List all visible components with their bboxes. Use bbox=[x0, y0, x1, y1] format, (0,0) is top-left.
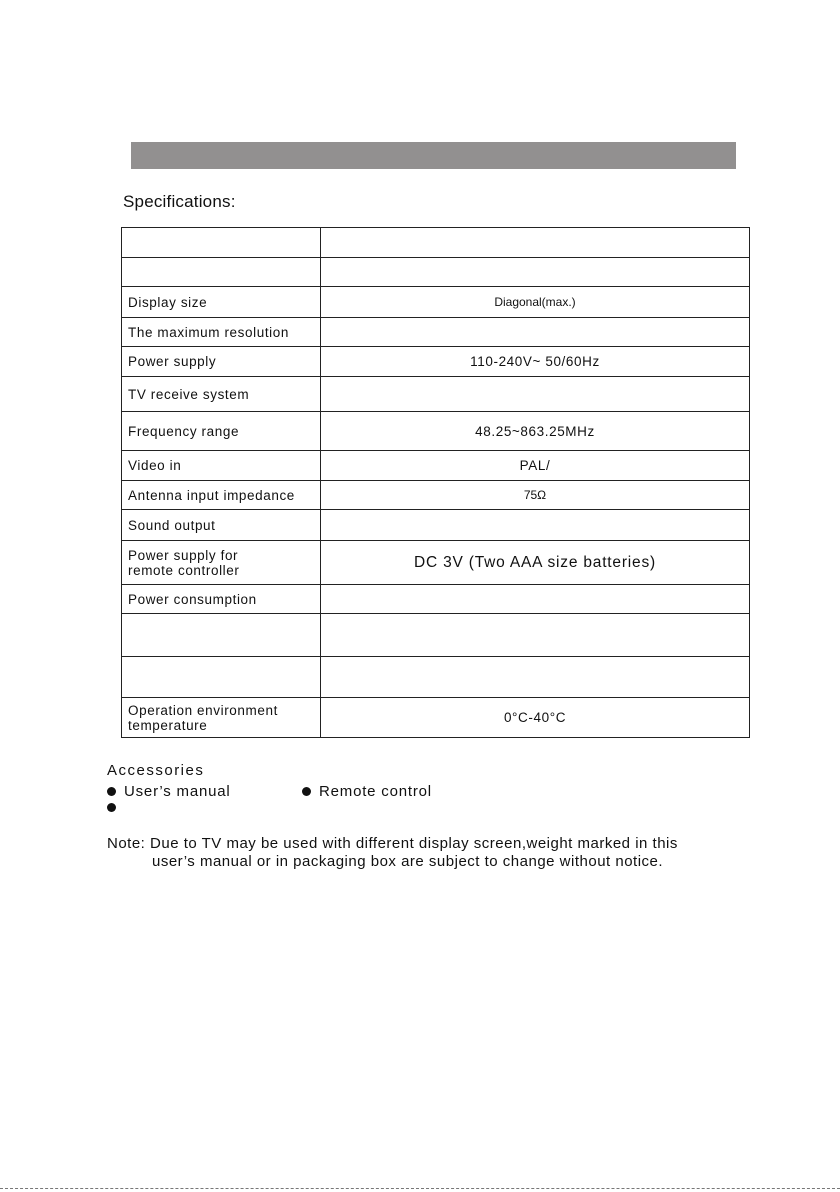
note-line: user’s manual or in packaging box are subject to change without notice. bbox=[152, 853, 664, 870]
specifications-table bbox=[121, 227, 750, 738]
spec-label bbox=[122, 228, 321, 258]
spec-label-line: Power supply for bbox=[128, 547, 239, 563]
table-row bbox=[122, 510, 750, 541]
spec-label: Sound output bbox=[122, 510, 321, 541]
spec-label: Video in bbox=[122, 451, 321, 481]
accessories-heading: Accessories bbox=[107, 762, 205, 779]
page-edge-divider bbox=[0, 1188, 840, 1189]
spec-value: 110-240V~ 50/60Hz bbox=[321, 347, 750, 377]
bullet-icon bbox=[302, 787, 311, 796]
spec-label-multiline bbox=[122, 698, 321, 738]
spec-label-line: temperature bbox=[128, 717, 208, 733]
spec-value bbox=[321, 614, 750, 657]
spec-label: Power supply bbox=[122, 347, 321, 377]
table-row bbox=[122, 614, 750, 657]
spec-value bbox=[321, 510, 750, 541]
specifications-title: Specifications: bbox=[123, 192, 236, 211]
spec-label: The maximum resolution bbox=[122, 318, 321, 347]
accessory-item bbox=[107, 783, 231, 800]
table-row bbox=[122, 412, 750, 451]
table-row bbox=[122, 228, 750, 258]
table-row bbox=[122, 541, 750, 585]
note-paragraph bbox=[107, 835, 747, 871]
spec-label-multiline bbox=[122, 541, 321, 585]
spec-label bbox=[122, 614, 321, 657]
table-row bbox=[122, 318, 750, 347]
table-row bbox=[122, 698, 750, 738]
table-row bbox=[122, 657, 750, 698]
spec-value: 0°C-40°C bbox=[321, 698, 750, 738]
spec-label: TV receive system bbox=[122, 377, 321, 412]
table-row bbox=[122, 287, 750, 318]
spec-label bbox=[122, 258, 321, 287]
spec-value bbox=[321, 318, 750, 347]
table-row bbox=[122, 481, 750, 510]
table-row bbox=[122, 451, 750, 481]
table-row bbox=[122, 585, 750, 614]
section-header-bar bbox=[131, 142, 736, 169]
bullet-icon bbox=[107, 787, 116, 796]
spec-value: PAL/ bbox=[321, 451, 750, 481]
accessory-item bbox=[107, 803, 124, 812]
table-row bbox=[122, 347, 750, 377]
spec-label: Power consumption bbox=[122, 585, 321, 614]
accessory-label: User’s manual bbox=[124, 783, 231, 800]
accessory-label: Remote control bbox=[319, 783, 432, 800]
bullet-icon bbox=[107, 803, 116, 812]
spec-label: Display size bbox=[122, 287, 321, 318]
spec-label bbox=[122, 657, 321, 698]
table-row bbox=[122, 377, 750, 412]
spec-value: 48.25~863.25MHz bbox=[321, 412, 750, 451]
accessory-item bbox=[302, 783, 432, 800]
spec-value bbox=[321, 228, 750, 258]
spec-label-line: Operation environment bbox=[128, 702, 278, 718]
spec-value bbox=[321, 258, 750, 287]
spec-label: Antenna input impedance bbox=[122, 481, 321, 510]
spec-value: DC 3V (Two AAA size batteries) bbox=[321, 541, 750, 585]
spec-value: 75Ω bbox=[321, 481, 750, 510]
spec-value bbox=[321, 585, 750, 614]
spec-value bbox=[321, 377, 750, 412]
spec-label: Frequency range bbox=[122, 412, 321, 451]
note-line: Note: Due to TV may be used with different display screen,weight marked in this bbox=[107, 835, 678, 852]
spec-value: Diagonal(max.) bbox=[321, 287, 750, 318]
spec-value bbox=[321, 657, 750, 698]
table-row bbox=[122, 258, 750, 287]
spec-label-line: remote controller bbox=[128, 562, 240, 578]
